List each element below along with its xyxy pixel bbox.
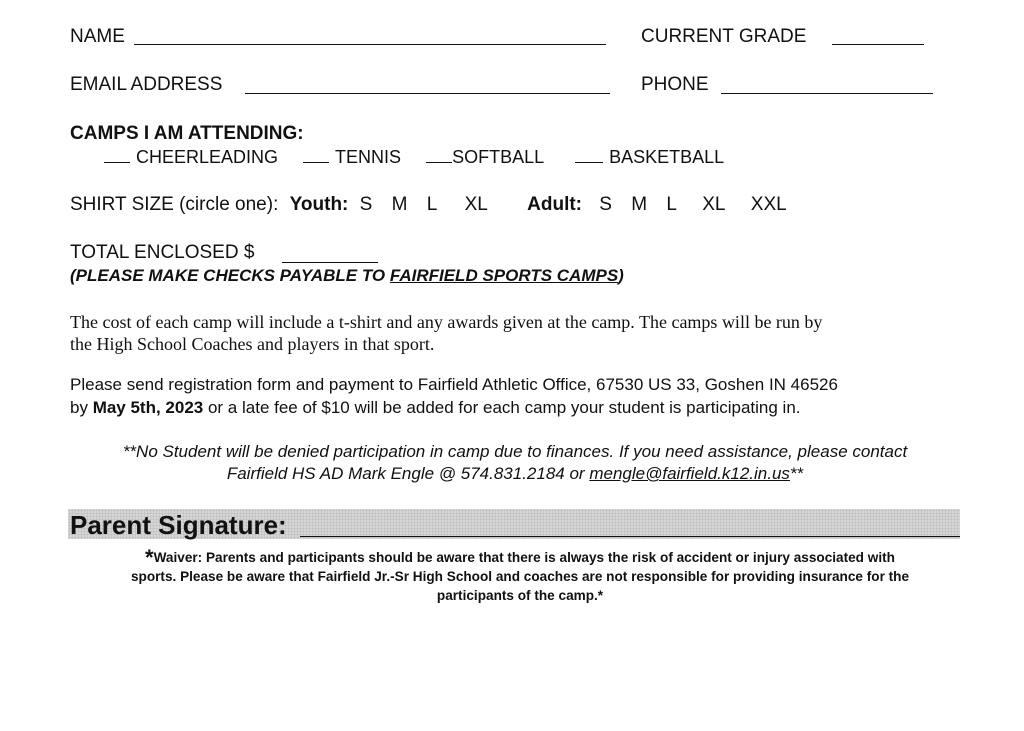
checks-prefix: (PLEASE MAKE CHECKS PAYABLE TO xyxy=(70,266,390,285)
adult-size-xxl[interactable]: XXL xyxy=(750,194,787,215)
total-enclosed-label: TOTAL ENCLOSED $ xyxy=(70,242,255,263)
youth-size-s[interactable]: S xyxy=(359,194,373,215)
email-field[interactable] xyxy=(245,93,610,94)
camp-label: TENNIS xyxy=(335,147,402,167)
waiver-text xyxy=(70,545,970,605)
deadline-date: May 5th, 2023 xyxy=(92,398,204,417)
camp-option-tennis[interactable] xyxy=(303,147,401,168)
send-suffix: or a late fee of $10 will be added for each camp your student is participating in. xyxy=(203,398,801,417)
waiver-line-2: sports. Please be aware that Fairfield Jr.-Sr High School and coaches are not responsible for providing insurance for the xyxy=(130,569,910,584)
send-line-1: Please send registration form and payment to Fairfield Athletic Office, 67530 US 33, Goshen IN 46526 xyxy=(70,375,838,394)
phone-label: PHONE xyxy=(641,74,709,95)
checks-payee: FAIRFIELD SPORTS CAMPS xyxy=(389,266,619,285)
checkbox-line[interactable] xyxy=(426,148,452,163)
camp-label: CHEERLEADING xyxy=(136,147,279,167)
adult-size-l[interactable]: L xyxy=(666,194,677,215)
checkbox-line[interactable] xyxy=(303,148,329,163)
cost-line-2: the High School Coaches and players in that sport. xyxy=(70,334,435,354)
current-grade-field[interactable] xyxy=(832,44,924,45)
cost-line-1: The cost of each camp will include a t-shirt and any awards given at the camp. The camps will be run by xyxy=(70,312,823,332)
assistance-line-2 xyxy=(60,464,970,484)
shirt-size-row xyxy=(70,194,787,216)
camp-label: SOFTBALL xyxy=(452,147,545,167)
shirt-size-label: SHIRT SIZE (circle one): xyxy=(70,194,279,215)
name-field[interactable] xyxy=(134,44,606,45)
camp-option-basketball[interactable] xyxy=(575,147,724,168)
email-label: EMAIL ADDRESS xyxy=(70,74,223,95)
assistance-suffix: ** xyxy=(789,464,804,483)
youth-size-l[interactable]: L xyxy=(426,194,438,215)
camps-heading: CAMPS I AM ATTENDING: xyxy=(70,123,304,144)
total-enclosed-field[interactable] xyxy=(282,262,378,263)
send-line-2 xyxy=(70,398,801,418)
checkbox-line[interactable] xyxy=(575,148,603,163)
checkbox-line[interactable] xyxy=(104,148,130,163)
adult-size-xl[interactable]: XL xyxy=(702,194,726,215)
parent-signature-field[interactable] xyxy=(300,536,960,537)
current-grade-label: CURRENT GRADE xyxy=(641,26,807,47)
waiver-asterisk: * xyxy=(145,545,154,570)
parent-signature-label: Parent Signature: xyxy=(70,510,287,540)
youth-size-m[interactable]: M xyxy=(391,194,408,215)
waiver-line-3: participants of the camp.* xyxy=(436,588,604,603)
adult-size-s[interactable]: S xyxy=(599,194,612,215)
camp-label: BASKETBALL xyxy=(609,147,725,167)
camps-options xyxy=(104,147,744,168)
checks-payable-note xyxy=(70,266,624,286)
camp-option-cheerleading[interactable] xyxy=(104,147,278,168)
assistance-prefix: Fairfield HS AD Mark Engle @ 574.831.2184 or xyxy=(226,464,590,483)
send-prefix: by xyxy=(70,398,93,417)
phone-field[interactable] xyxy=(721,93,933,94)
waiver-line-1 xyxy=(70,545,970,570)
camp-option-softball[interactable] xyxy=(426,147,544,168)
adult-size-m[interactable]: M xyxy=(631,194,648,215)
youth-size-xl[interactable]: XL xyxy=(464,194,488,215)
checks-suffix: ) xyxy=(618,266,624,285)
assistance-email-link[interactable]: mengle@fairfield.k12.in.us xyxy=(589,464,790,483)
name-label: NAME xyxy=(70,26,125,47)
youth-label: Youth: xyxy=(289,194,349,215)
adult-label: Adult: xyxy=(527,194,583,215)
assistance-line-1: **No Student will be denied participation in camp due to finances. If you need assistance, please contact xyxy=(122,442,908,461)
waiver-line-1-text: Waiver: Parents and participants should be aware that there is always the risk of accident or injury associated with xyxy=(153,550,895,565)
